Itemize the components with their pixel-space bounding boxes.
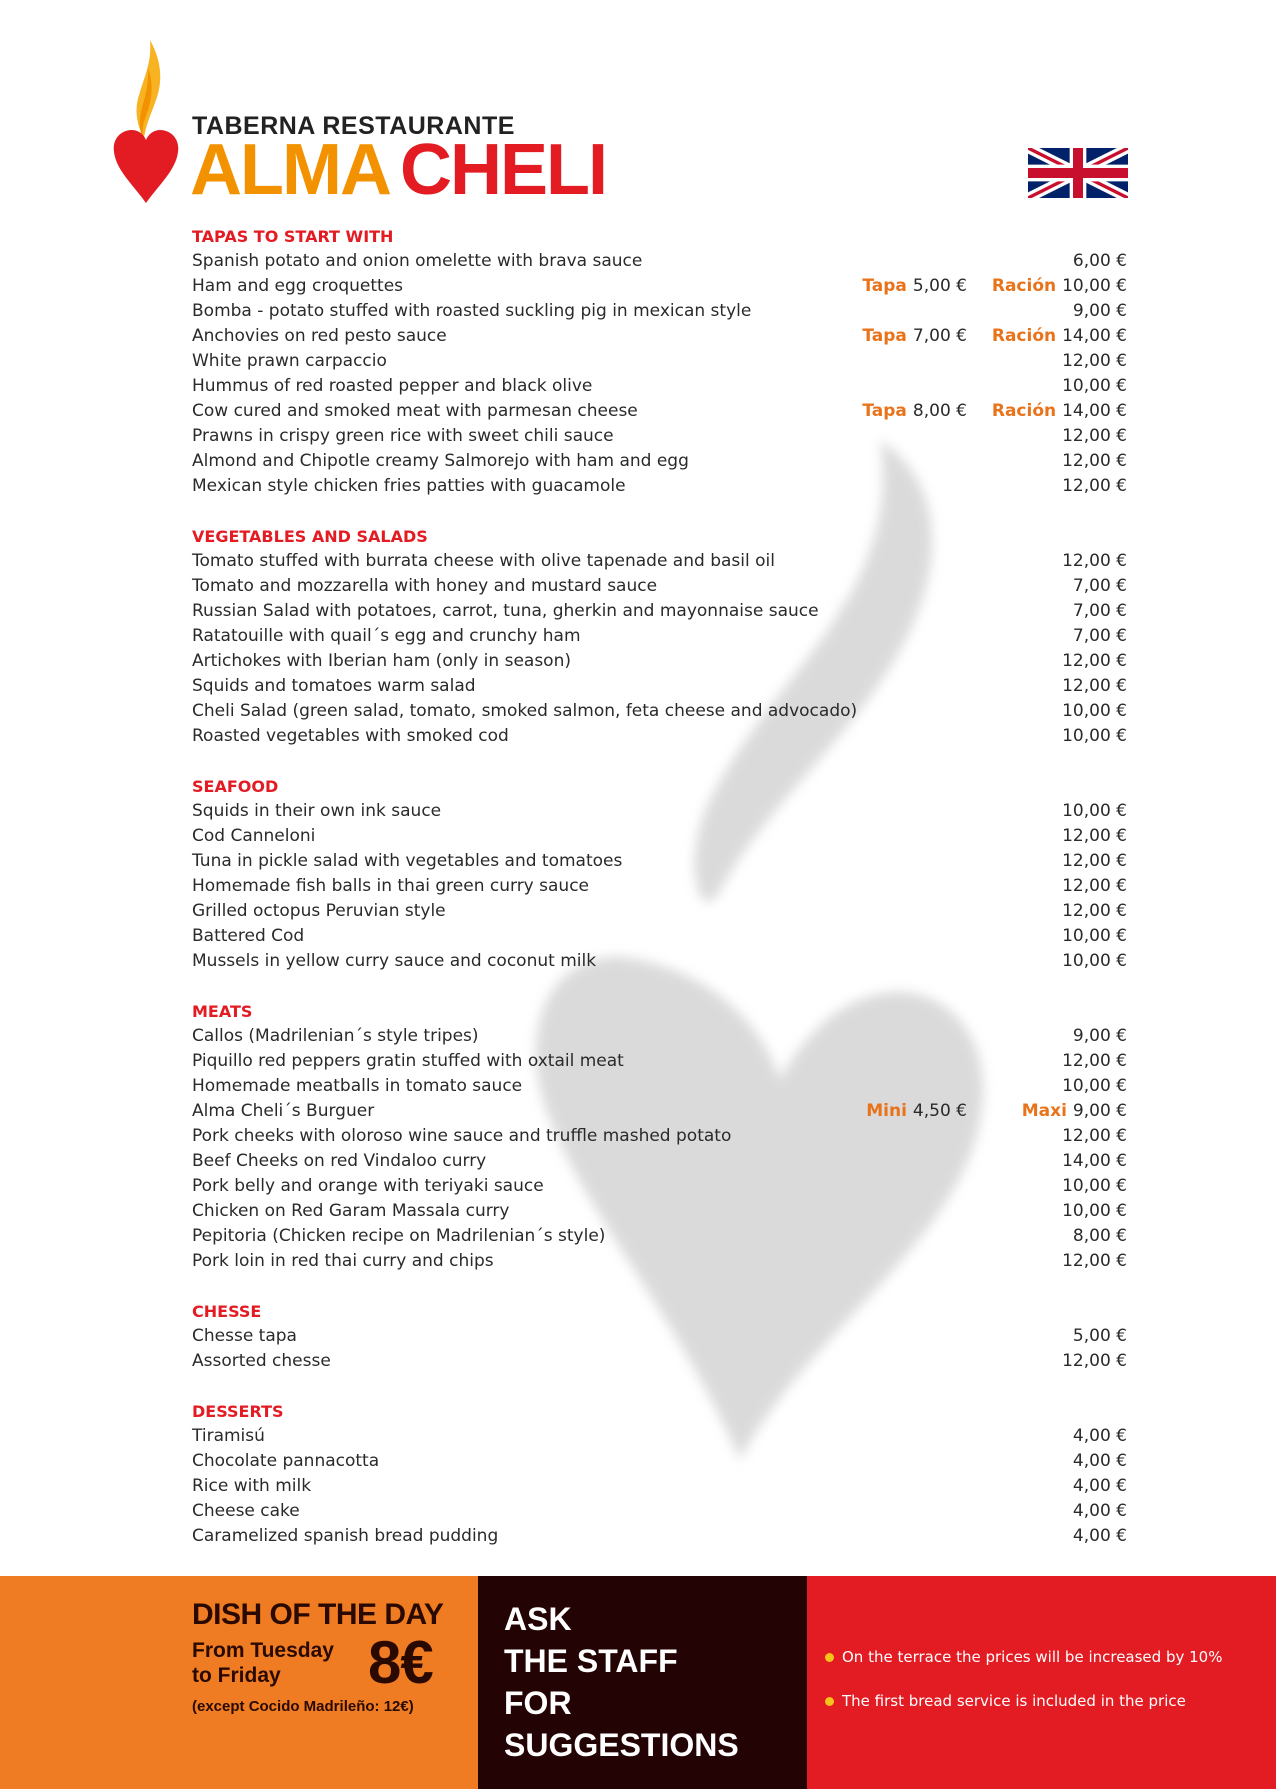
item-name: Homemade fish balls in thai green curry sauce	[192, 876, 590, 896]
section-title: DESSERTS	[192, 1402, 284, 1421]
item-name: Homemade meatballs in tomato sauce	[192, 1076, 523, 1096]
menu-item	[192, 1074, 1127, 1099]
item-name: Ham and egg croquettes	[192, 276, 404, 296]
menu-list	[192, 224, 1127, 1574]
menu-item	[192, 1349, 1127, 1374]
item-name: Tomato stuffed with burrata cheese with olive tapenade and basil oil	[192, 551, 775, 571]
item-price: 12,00 €	[1062, 426, 1127, 446]
ask-staff-panel	[478, 1576, 807, 1789]
item-price: 4,00 €	[1072, 1526, 1127, 1546]
item-name: Squids in their own ink sauce	[192, 801, 442, 821]
item-price: 12,00 €	[1062, 476, 1127, 496]
item-price: 12,00 €	[1062, 1351, 1127, 1371]
item-name: Cheli Salad (green salad, tomato, smoked salmon, feta cheese and advocado)	[192, 701, 858, 721]
menu-item	[192, 599, 1127, 624]
portion-price: 14,00 €	[1062, 326, 1127, 346]
item-price: 12,00 €	[1062, 826, 1127, 846]
menu-item	[192, 249, 1127, 274]
dish-days-line2: to Friday	[192, 1664, 281, 1687]
menu-item	[192, 449, 1127, 474]
item-name: Hummus of red roasted pepper and black olive	[192, 376, 593, 396]
menu-item	[192, 424, 1127, 449]
menu-item	[192, 1049, 1127, 1074]
item-price: 10,00 €	[1062, 951, 1127, 971]
note-text: On the terrace the prices will be increased by 10%	[842, 1648, 1223, 1666]
menu-item	[192, 1124, 1127, 1149]
menu-item	[192, 1149, 1127, 1174]
menu-item	[192, 324, 1127, 349]
item-price: 12,00 €	[1062, 876, 1127, 896]
menu-item	[192, 799, 1127, 824]
item-name: Cod Canneloni	[192, 826, 316, 846]
item-price: 12,00 €	[1062, 651, 1127, 671]
menu-item	[192, 674, 1127, 699]
item-price: 9,00 €	[1072, 301, 1127, 321]
menu-item	[192, 1474, 1127, 1499]
restaurant-name	[190, 130, 606, 210]
item-price: 10,00 €	[1062, 801, 1127, 821]
item-name: Pepitoria (Chicken recipe on Madrilenian´s style)	[192, 1226, 606, 1246]
uk-flag-icon[interactable]	[1028, 148, 1128, 198]
item-name: Chicken on Red Garam Massala curry	[192, 1201, 510, 1221]
menu-item	[192, 649, 1127, 674]
item-name: Ratatouille with quail´s egg and crunchy ham	[192, 626, 581, 646]
item-name: Beef Cheeks on red Vindaloo curry	[192, 1151, 487, 1171]
portion-label: Tapa	[862, 276, 907, 296]
brand-alma: ALMA	[190, 130, 390, 210]
menu-item	[192, 1524, 1127, 1549]
menu-section	[192, 224, 1127, 499]
menu-item	[192, 824, 1127, 849]
item-name: Rice with milk	[192, 1476, 312, 1496]
menu-item	[192, 574, 1127, 599]
item-price: 7,00 €	[1072, 576, 1127, 596]
ask-line2: THE STAFF	[504, 1643, 678, 1679]
item-name: Chocolate pannacotta	[192, 1451, 380, 1471]
item-name: Russian Salad with potatoes, carrot, tuna, gherkin and mayonnaise sauce	[192, 601, 819, 621]
portion-label: Ración	[991, 276, 1057, 296]
item-price: 5,00 €	[1072, 1326, 1127, 1346]
menu-item	[192, 374, 1127, 399]
item-price: 12,00 €	[1062, 851, 1127, 871]
item-name: Mussels in yellow curry sauce and coconut milk	[192, 951, 597, 971]
item-name: Cow cured and smoked meat with parmesan cheese	[192, 401, 638, 421]
bullet-icon	[825, 1697, 834, 1706]
item-price: 7,00 €	[1072, 626, 1127, 646]
portion-price: 4,50 €	[912, 1101, 967, 1121]
section-title: CHESSE	[192, 1302, 262, 1321]
menu-item	[192, 699, 1127, 724]
item-price: 12,00 €	[1062, 551, 1127, 571]
portion-price: 10,00 €	[1062, 276, 1127, 296]
menu-item	[192, 1099, 1127, 1124]
item-price: 12,00 €	[1062, 1251, 1127, 1271]
item-name: Pork cheeks with oloroso wine sauce and truffle mashed potato	[192, 1126, 732, 1146]
menu-item	[192, 949, 1127, 974]
item-name: Bomba - potato stuffed with roasted suckling pig in mexican style	[192, 301, 752, 321]
item-name: Tuna in pickle salad with vegetables and tomatoes	[192, 851, 623, 871]
bullet-icon	[825, 1653, 834, 1662]
menu-item	[192, 1249, 1127, 1274]
portion-label: Ración	[991, 326, 1057, 346]
item-name: Grilled octopus Peruvian style	[192, 901, 446, 921]
dish-days-line1: From Tuesday	[192, 1639, 334, 1662]
menu-item	[192, 1224, 1127, 1249]
flame-heart-icon	[112, 38, 182, 203]
menu-item	[192, 399, 1127, 424]
item-price-option	[866, 1099, 967, 1124]
menu-section	[192, 774, 1127, 974]
item-price-option	[992, 324, 1127, 349]
dish-of-the-day-price: 8€	[368, 1629, 433, 1696]
item-name: Tomato and mozzarella with honey and mustard sauce	[192, 576, 658, 596]
item-price-option	[862, 274, 967, 299]
menu-section	[192, 1299, 1127, 1374]
menu-section	[192, 999, 1127, 1274]
menu-section	[192, 1399, 1127, 1549]
item-name: Caramelized spanish bread pudding	[192, 1526, 499, 1546]
item-price-option	[862, 399, 967, 424]
dish-of-the-day-panel	[0, 1576, 478, 1789]
item-price-option	[992, 274, 1127, 299]
section-title: VEGETABLES AND SALADS	[192, 527, 428, 546]
item-name: Cheese cake	[192, 1501, 300, 1521]
item-name: Artichokes with Iberian ham (only in season)	[192, 651, 571, 671]
item-price: 10,00 €	[1062, 1076, 1127, 1096]
item-name: Spanish potato and onion omelette with brava sauce	[192, 251, 643, 271]
note-bread	[825, 1692, 1186, 1710]
restaurant-tagline: TABERNA RESTAURANTE	[192, 112, 515, 140]
item-name: Callos (Madrilenian´s style tripes)	[192, 1026, 479, 1046]
item-price: 10,00 €	[1062, 1176, 1127, 1196]
item-price: 12,00 €	[1062, 676, 1127, 696]
menu-item	[192, 1424, 1127, 1449]
item-name: Pork belly and orange with teriyaki sauce	[192, 1176, 544, 1196]
item-price: 12,00 €	[1062, 901, 1127, 921]
item-price: 10,00 €	[1062, 376, 1127, 396]
dish-of-the-day-title: DISH OF THE DAY	[192, 1598, 444, 1631]
item-price: 4,00 €	[1072, 1501, 1127, 1521]
item-price: 12,00 €	[1062, 1051, 1127, 1071]
portion-label: Ración	[991, 401, 1057, 421]
item-name: Battered Cod	[192, 926, 305, 946]
dish-of-the-day-days	[192, 1638, 362, 1688]
section-title: MEATS	[192, 1002, 253, 1021]
item-name: Tiramisú	[192, 1426, 265, 1446]
notes-panel	[807, 1576, 1276, 1789]
item-name: Assorted chesse	[192, 1351, 331, 1371]
item-price: 4,00 €	[1072, 1476, 1127, 1496]
menu-section	[192, 524, 1127, 749]
item-name: White prawn carpaccio	[192, 351, 387, 371]
item-price: 10,00 €	[1062, 926, 1127, 946]
item-name: Chesse tapa	[192, 1326, 297, 1346]
item-price: 12,00 €	[1062, 1126, 1127, 1146]
menu-item	[192, 874, 1127, 899]
item-price: 10,00 €	[1062, 1201, 1127, 1221]
portion-price: 14,00 €	[1062, 401, 1127, 421]
item-name: Alma Cheli´s Burguer	[192, 1101, 375, 1121]
menu-item	[192, 724, 1127, 749]
item-name: Mexican style chicken fries patties with guacamole	[192, 476, 626, 496]
menu-item	[192, 1024, 1127, 1049]
item-price: 6,00 €	[1072, 251, 1127, 271]
portion-label: Tapa	[862, 326, 907, 346]
item-price: 4,00 €	[1072, 1451, 1127, 1471]
section-title: SEAFOOD	[192, 777, 279, 796]
section-title: TAPAS TO START WITH	[192, 227, 394, 246]
portion-label: Maxi	[1021, 1101, 1067, 1121]
menu-item	[192, 899, 1127, 924]
item-name: Roasted vegetables with smoked cod	[192, 726, 509, 746]
item-name: Pork loin in red thai curry and chips	[192, 1251, 494, 1271]
item-price-option	[1022, 1099, 1127, 1124]
item-name: Squids and tomatoes warm salad	[192, 676, 476, 696]
portion-label: Mini	[866, 1101, 907, 1121]
menu-item	[192, 274, 1127, 299]
menu-item	[192, 849, 1127, 874]
menu-item	[192, 1449, 1127, 1474]
item-price: 10,00 €	[1062, 701, 1127, 721]
item-price: 9,00 €	[1072, 1026, 1127, 1046]
item-price: 10,00 €	[1062, 726, 1127, 746]
item-name: Prawns in crispy green rice with sweet chili sauce	[192, 426, 614, 446]
brand-cheli: CHELI	[399, 130, 606, 210]
menu-item	[192, 624, 1127, 649]
item-price: 12,00 €	[1062, 451, 1127, 471]
portion-price: 9,00 €	[1072, 1101, 1127, 1121]
item-price-option	[862, 324, 967, 349]
item-name: Almond and Chipotle creamy Salmorejo with ham and egg	[192, 451, 689, 471]
restaurant-logo	[112, 38, 712, 208]
item-price: 12,00 €	[1062, 351, 1127, 371]
menu-item	[192, 1174, 1127, 1199]
menu-item	[192, 474, 1127, 499]
item-price: 14,00 €	[1062, 1151, 1127, 1171]
portion-price: 5,00 €	[912, 276, 967, 296]
item-price-option	[992, 399, 1127, 424]
footer	[0, 1576, 1276, 1789]
note-text: The first bread service is included in the price	[842, 1692, 1186, 1710]
menu-item	[192, 299, 1127, 324]
note-terrace	[825, 1648, 1222, 1666]
item-price: 4,00 €	[1072, 1426, 1127, 1446]
menu-item	[192, 1499, 1127, 1524]
item-price: 8,00 €	[1072, 1226, 1127, 1246]
dish-of-the-day-note: (except Cocido Madrileño: 12€)	[192, 1698, 414, 1715]
menu-item	[192, 549, 1127, 574]
menu-item	[192, 1324, 1127, 1349]
portion-price: 7,00 €	[912, 326, 967, 346]
item-name: Anchovies on red pesto sauce	[192, 326, 447, 346]
item-name: Piquillo red peppers gratin stuffed with oxtail meat	[192, 1051, 624, 1071]
menu-item	[192, 349, 1127, 374]
ask-line1: ASK	[504, 1601, 572, 1637]
portion-label: Tapa	[862, 401, 907, 421]
menu-item	[192, 924, 1127, 949]
ask-staff-text	[504, 1598, 807, 1766]
portion-price: 8,00 €	[912, 401, 967, 421]
ask-line3: FOR SUGGESTIONS	[504, 1685, 739, 1763]
menu-item	[192, 1199, 1127, 1224]
item-price: 7,00 €	[1072, 601, 1127, 621]
